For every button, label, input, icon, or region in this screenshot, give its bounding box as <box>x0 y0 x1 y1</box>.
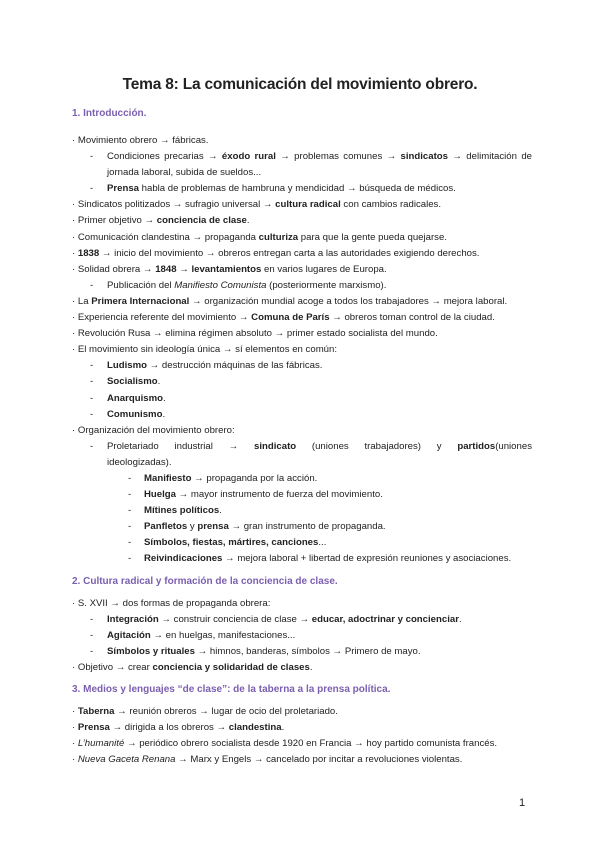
sub-item: - Proletariado industrial → sindicato (uniones trabajadores) y partidos(uniones ideologizadas). <box>72 439 532 471</box>
sub-sub-item: - Huelga → mayor instrumento de fuerza del movimiento. <box>72 487 532 503</box>
line: · Sindicatos politizados → sufragio universal → cultura radical con cambios radicales. <box>72 199 442 211</box>
section-heading-1: 1. Introducción. <box>72 108 147 119</box>
section-heading-2: 2. Cultura radical y formación de la conciencia de clase. <box>72 575 338 587</box>
sub-item: - Agitación → en huelgas, manifestaciones... <box>72 628 532 644</box>
sub-item: - Socialismo. <box>72 374 532 390</box>
section-heading-3: 3. Medios y lenguajes “de clase”: de la taberna a la prensa política. <box>72 684 391 695</box>
page-title: Tema 8: La comunicación del movimiento obrero. <box>122 76 478 93</box>
line: · Revolución Rusa → elimina régimen absoluto → primer estado socialista del mundo. <box>72 328 438 340</box>
line: · La Primera Internacional → organización mundial acoge a todos los trabajadores → mejora laboral. <box>72 295 508 307</box>
sub-sub-item: - Reivindicaciones → mejora laboral + libertad de expresión reuniones y asociaciones. <box>72 551 532 567</box>
line: · Nueva Gaceta Renana → Marx y Engels → cancelado por incitar a revoluciones violentas. <box>72 754 463 766</box>
document-body <box>72 106 532 768</box>
line: · Movimiento obrero → fábricas. <box>72 135 209 146</box>
sub-item: - Anarquismo. <box>72 391 532 407</box>
sub-sub-item: - Panfletos y prensa → gran instrumento de propaganda. <box>72 519 532 535</box>
sub-sub-item: - Mítines políticos. <box>72 503 532 519</box>
sub-item: - Símbolos y rituales → himnos, banderas, símbolos → Primero de mayo. <box>72 644 532 660</box>
sub-item: - Publicación del Manifiesto Comunista (posteriormente marxismo). <box>72 278 532 294</box>
line: · S. XVII → dos formas de propaganda obrera: <box>72 597 271 609</box>
line: · Solidad obrera → 1848 → levantamientos en varios lugares de Europa. <box>72 263 387 275</box>
sub-item: - Comunismo. <box>72 407 532 423</box>
line: · Comunicación clandestina → propaganda culturiza para que la gente pueda quejarse. <box>72 231 447 243</box>
sub-sub-item: - Manifiesto → propaganda por la acción. <box>72 471 532 487</box>
line: · Experiencia referente del movimiento → Comuna de París → obreros toman control de la ciudad. <box>72 312 495 324</box>
sub-item: - Prensa habla de problemas de hambruna y mendicidad → búsqueda de médicos. <box>72 181 532 197</box>
line: · Objetivo → crear conciencia y solidaridad de clases. <box>72 661 313 673</box>
line: · 1838 → inicio del movimiento → obreros entregan carta a las autoridades exigiendo derechos. <box>72 247 480 259</box>
sub-item: - Ludismo → destrucción máquinas de las fábricas. <box>72 358 532 374</box>
line: · L’humanité → periódico obrero socialista desde 1920 en Francia → hoy partido comunista francés. <box>72 738 498 750</box>
line: · Taberna → reunión obreros → lugar de ocio del proletariado. <box>72 706 338 717</box>
sub-item: - Integración → construir conciencia de clase → educar, adoctrinar y concienciar. <box>72 612 532 628</box>
sub-item: - Condiciones precarias → éxodo rural → problemas comunes → sindicatos → delimitación de jornada laboral, subida de sueldos... <box>72 149 532 181</box>
line: · Organización del movimiento obrero: <box>72 424 235 436</box>
sub-sub-item: - Símbolos, fiestas, mártires, canciones... <box>72 535 532 551</box>
page-number: 1 <box>519 797 526 809</box>
line: · Prensa → dirigida a los obreros → clandestina. <box>72 722 285 734</box>
line: · El movimiento sin ideología única → sí elementos en común: <box>72 344 338 356</box>
line: · Primer objetivo → conciencia de clase. <box>72 215 250 227</box>
